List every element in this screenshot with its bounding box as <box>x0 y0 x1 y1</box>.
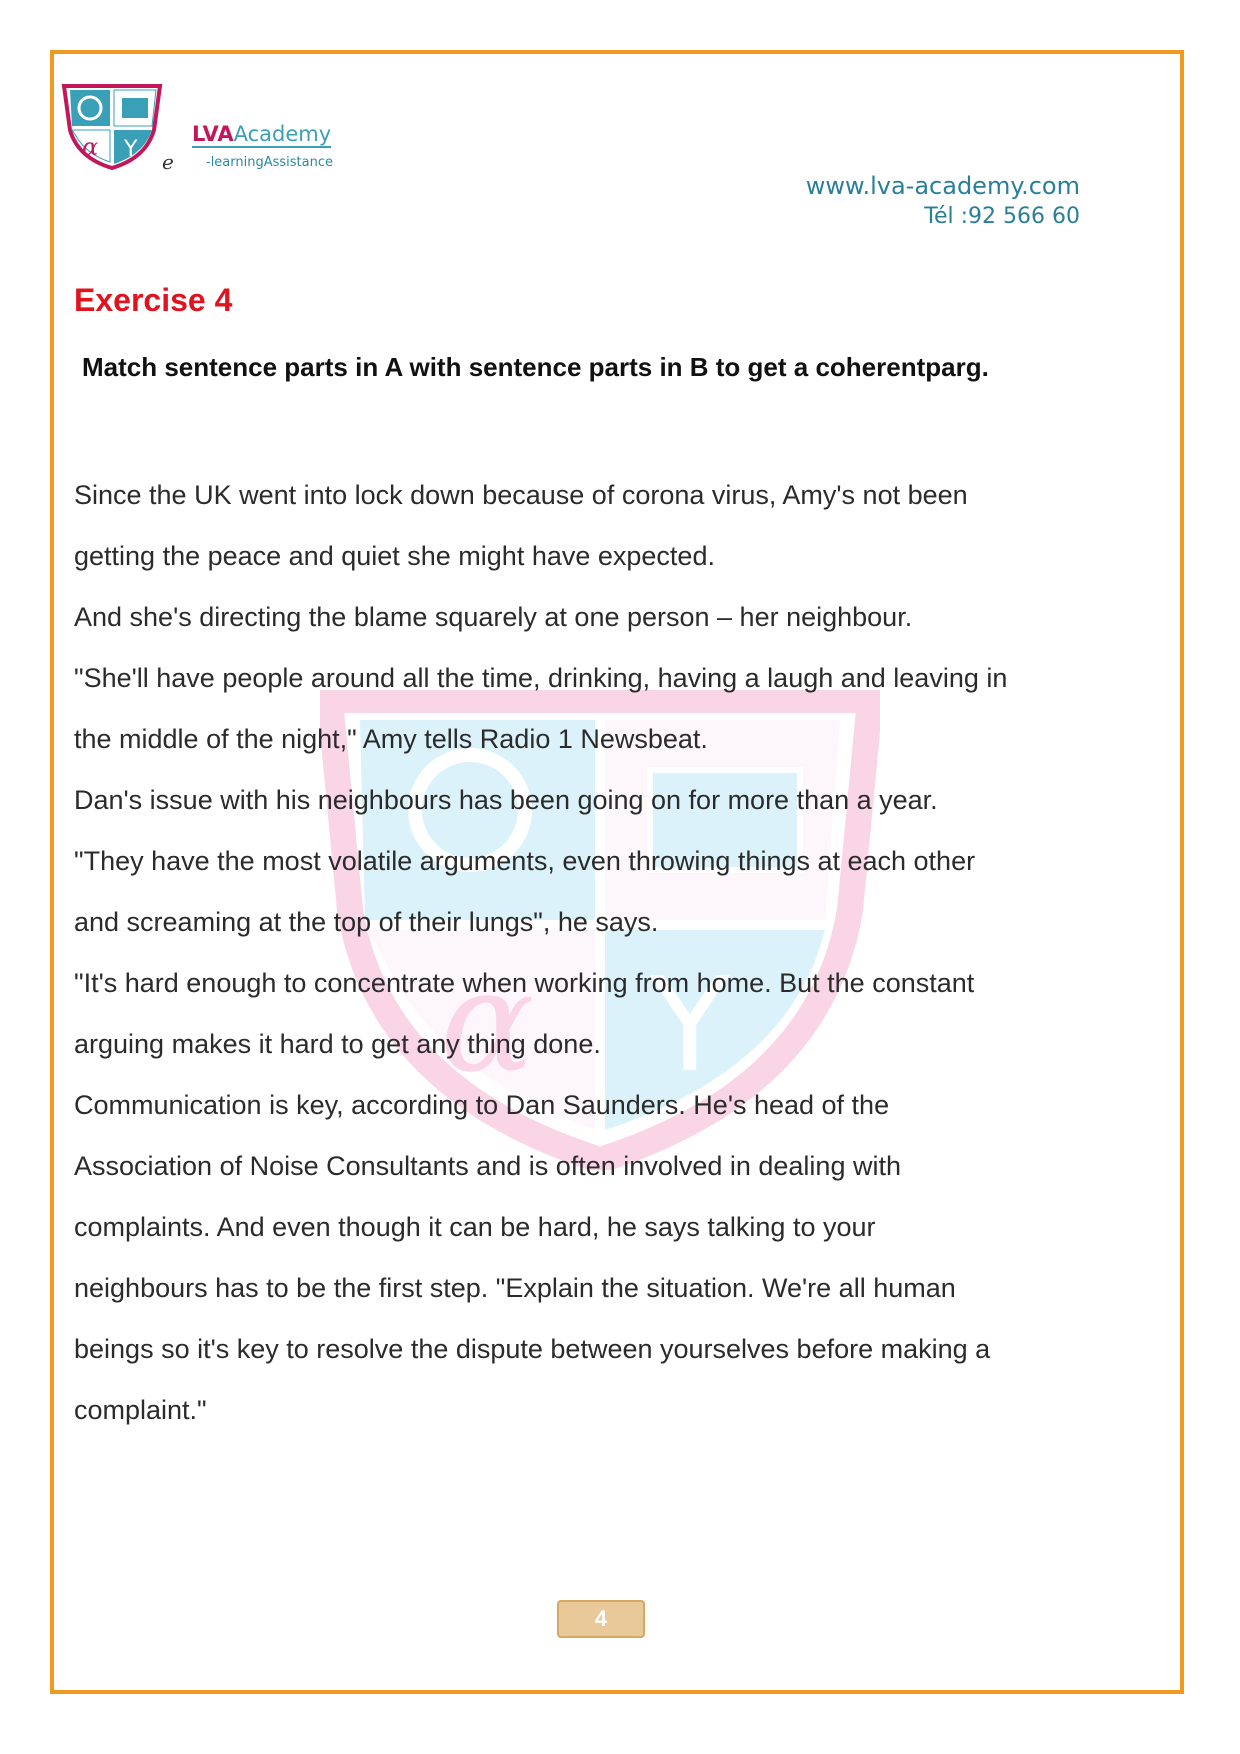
passage-line: "She'll have people around all the time, drinking, having a laugh and leaving in <box>74 663 1008 693</box>
brand-tagline: -learningAssistance <box>206 155 333 170</box>
phone-number: Tél :92 566 60 <box>924 204 1080 229</box>
svg-text:Y: Y <box>650 949 730 1101</box>
svg-text:α: α <box>82 133 99 161</box>
passage-line: "They have the most volatile arguments, even throwing things at each other <box>74 846 976 876</box>
passage-line: "It's hard enough to concentrate when working from home. But the constant <box>74 968 975 998</box>
brand-prefix: LVA <box>192 122 234 146</box>
reading-passage <box>74 465 1154 1441</box>
passage-line: neighbours has to be the first step. "Explain the situation. We're all human <box>74 1273 956 1303</box>
passage-line: and screaming at the top of their lungs", he says. <box>74 907 659 937</box>
website-link[interactable]: www.lva-academy.com <box>805 172 1080 200</box>
passage-line: the middle of the night," Amy tells Radio 1 Newsbeat. <box>74 724 708 754</box>
passage-line: Dan's issue with his neighbours has been going on for more than a year. <box>74 785 938 815</box>
exercise-instruction: Match sentence parts in A with sentence parts in B to get a coherentparg. <box>82 352 989 382</box>
brand-name <box>192 122 331 148</box>
logo-e-letter: e <box>162 150 174 174</box>
passage-line: arguing makes it hard to get any thing done. <box>74 1029 601 1059</box>
passage-line: Association of Noise Consultants and is often involved in dealing with <box>74 1151 901 1181</box>
passage-line: Communication is key, according to Dan Saunders. He's head of the <box>74 1090 890 1120</box>
exercise-title: Exercise 4 <box>74 282 233 318</box>
svg-text:α: α <box>440 941 535 1104</box>
passage-line: beings so it's key to resolve the dispute between yourselves before making a <box>74 1334 991 1364</box>
svg-text:Y: Y <box>124 137 138 162</box>
page-number: 4 <box>557 1600 645 1638</box>
passage-line: And she's directing the blame squarely at one person – her neighbour. <box>74 602 913 632</box>
passage-line: complaint." <box>74 1395 207 1425</box>
passage-line: Since the UK went into lock down because of corona virus, Amy's not been <box>74 480 968 510</box>
academy-logo <box>58 80 166 170</box>
brand-suffix: Academy <box>233 122 332 146</box>
passage-line: complaints. And even though it can be hard, he says talking to your <box>74 1212 876 1242</box>
passage-line: getting the peace and quiet she might have expected. <box>74 541 715 571</box>
